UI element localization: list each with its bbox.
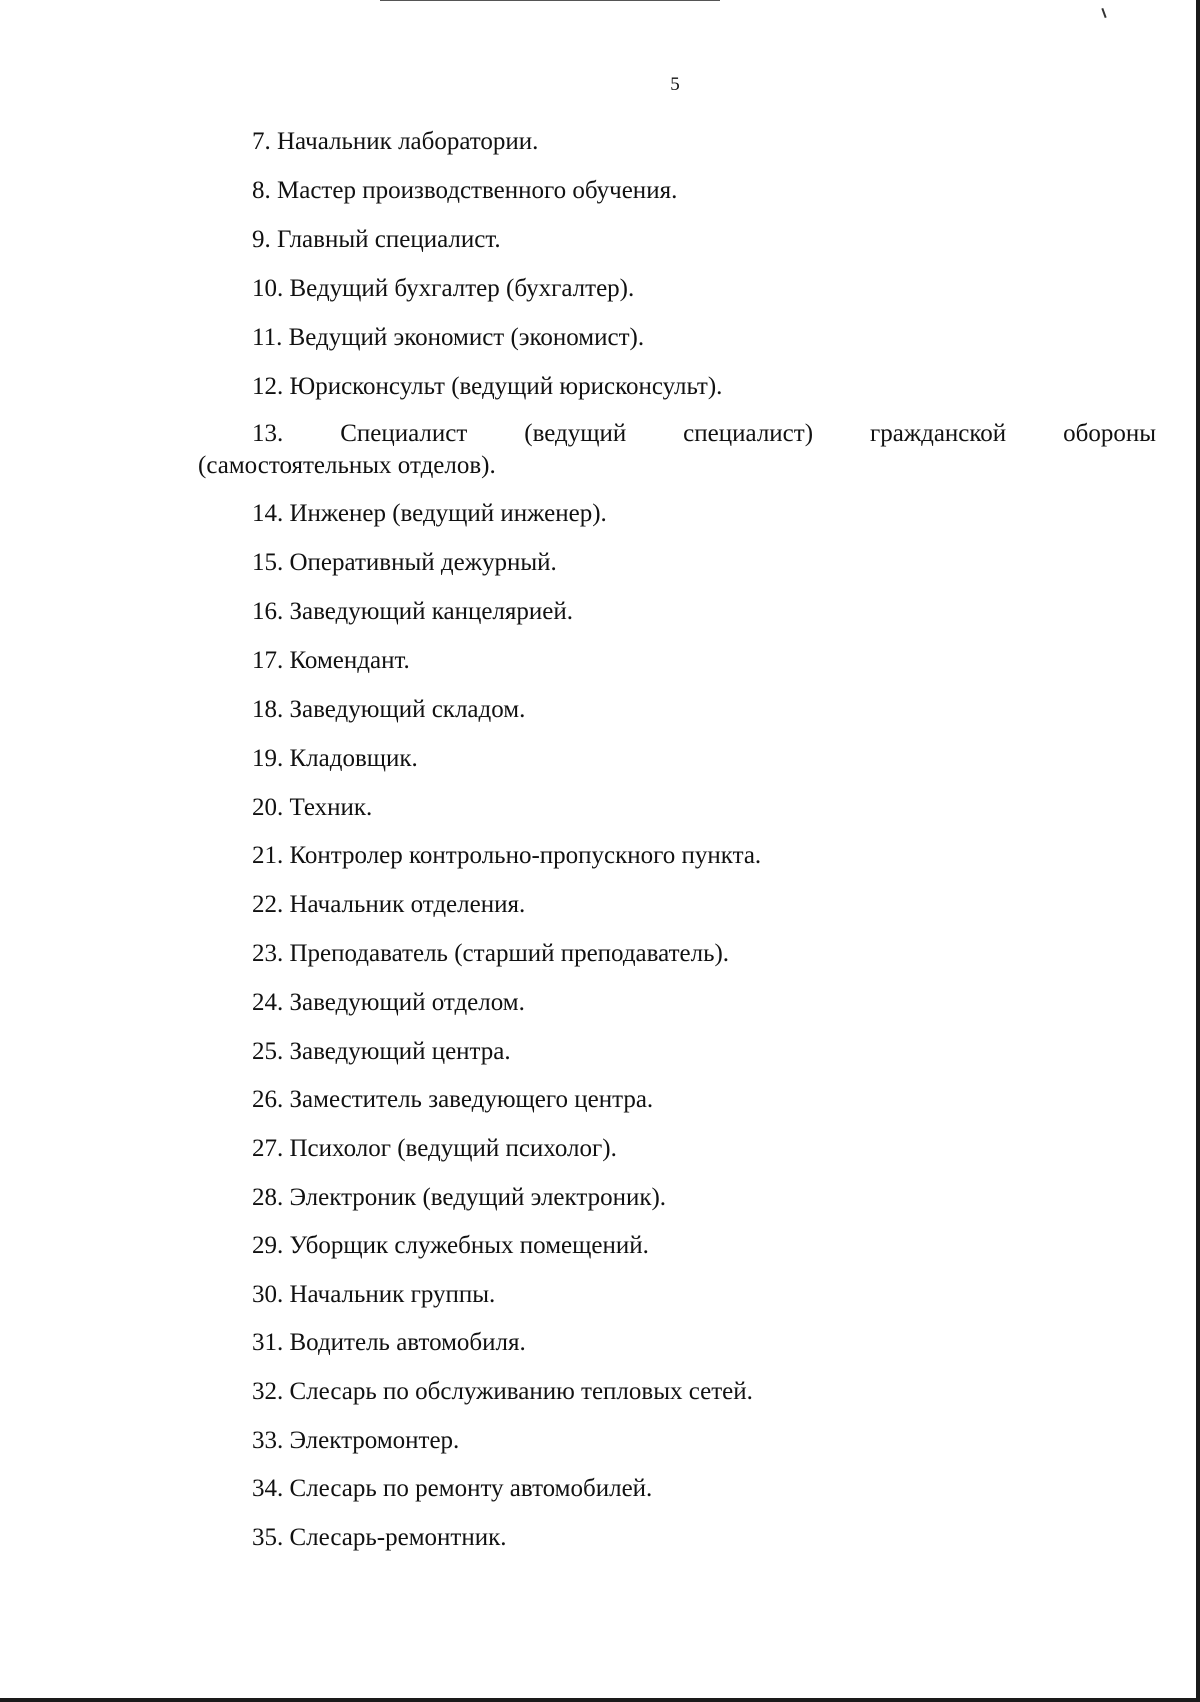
scan-edge-right bbox=[1196, 0, 1200, 1702]
list-item: 35. Слесарь-ремонтник. bbox=[252, 1524, 507, 1551]
list-item: 21. Контролер контрольно-пропускного пункта. bbox=[252, 842, 762, 869]
list-item: 10. Ведущий бухгалтер (бухгалтер). bbox=[252, 275, 635, 302]
list-item: 18. Заведующий складом. bbox=[252, 696, 526, 723]
list-item: 22. Начальник отделения. bbox=[252, 891, 526, 918]
list-item: 8. Мастер производственного обучения. bbox=[252, 177, 678, 204]
scan-edge-top bbox=[380, 0, 720, 1]
list-item: 25. Заведующий центра. bbox=[252, 1038, 511, 1065]
list-item: 23. Преподаватель (старший преподаватель). bbox=[252, 940, 730, 967]
list-item: 26. Заместитель заведующего центра. bbox=[252, 1086, 654, 1113]
list-item: 9. Главный специалист. bbox=[252, 226, 501, 253]
list-item: 31. Водитель автомобиля. bbox=[252, 1329, 526, 1356]
list-item: 24. Заведующий отделом. bbox=[252, 989, 525, 1016]
list-item: 34. Слесарь по ремонту автомобилей. bbox=[252, 1475, 653, 1502]
list-item: 14. Инженер (ведущий инженер). bbox=[252, 500, 607, 527]
list-item: 19. Кладовщик. bbox=[252, 745, 418, 772]
list-item: 33. Электромонтер. bbox=[252, 1427, 460, 1454]
list-item-13-line1: 13. Специалист (ведущий специалист) гражданской обороны bbox=[252, 420, 1156, 447]
list-item: 7. Начальник лаборатории. bbox=[252, 128, 539, 155]
list-item: 32. Слесарь по обслуживанию тепловых сетей. bbox=[252, 1378, 753, 1405]
list-item: 16. Заведующий канцелярией. bbox=[252, 598, 573, 625]
scan-edge-bottom bbox=[0, 1698, 1200, 1702]
list-item: 12. Юрисконсульт (ведущий юрисконсульт). bbox=[252, 373, 723, 400]
scan-mark bbox=[1101, 8, 1106, 18]
list-item-13 bbox=[198, 418, 1156, 482]
list-item: 17. Комендант. bbox=[252, 647, 410, 674]
list-item: 20. Техник. bbox=[252, 794, 373, 821]
list-item: 28. Электроник (ведущий электроник). bbox=[252, 1184, 667, 1211]
list-item: 15. Оперативный дежурный. bbox=[252, 549, 557, 576]
list-item: 11. Ведущий экономист (экономист). bbox=[252, 324, 645, 351]
list-item: 29. Уборщик служебных помещений. bbox=[252, 1232, 649, 1259]
list-item: 30. Начальник группы. bbox=[252, 1281, 496, 1308]
page-number: 5 bbox=[670, 74, 680, 95]
list-item-13-line2: (самостоятельных отделов). bbox=[198, 452, 496, 479]
list-item: 27. Психолог (ведущий психолог). bbox=[252, 1135, 617, 1162]
